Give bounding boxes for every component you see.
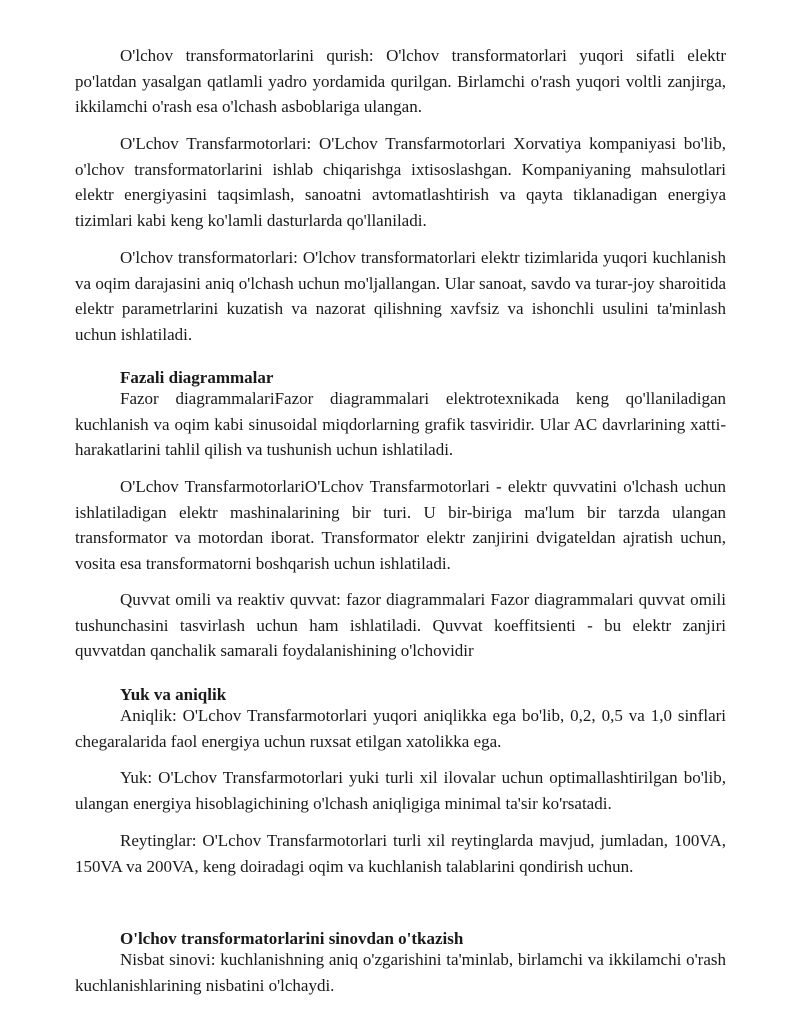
heading-testing: O'lchov transformatorlarini sinovdan o'tkazish xyxy=(120,929,464,948)
paragraph-phasor-diagrams: Fazor diagrammalariFazor diagrammalari elektrotexnikada keng qo'llaniladigan kuchlanish va oqim kabi sinusoidal miqdorlarning grafik tasviridir. Ular AC davrlarining xatti-harakatlarini tahlil qilish va tushunish uchun ishlatiladi. xyxy=(75,389,726,459)
paragraph-load: Yuk: O'Lchov Transfarmotorlari yuki turli xil ilovalar uchun optimallashtirilgan bo'lib, ulangan energiya hisoblagichining o'lchash aniqligiga minimal ta'sir ko'rsatadi. xyxy=(75,768,726,813)
paragraph-construction: O'lchov transformatorlarini qurish: O'lchov transformatorlari yuqori sifatli elektr po'latdan yasalgan qatlamli yadro yordamida qurilgan. Birlamchi o'rash yuqori voltli zanjirga, ikkilamchi o'rash esa o'lchash asboblariga ulangan. xyxy=(75,46,726,116)
paragraph-measurement-transformers: O'lchov transformatorlari: O'lchov transformatorlari elektr tizimlarida yuqori kuchlanish va oqim darajasini aniq o'lchash uchun mo'ljallangan. Ular sanoat, savdo va turar-joy sharoitida elektr parametrlarini kuzatish va nazorat qilishning xavfsiz va ishonchli usulini ta'minlash uchun ishlatiladi. xyxy=(75,248,726,344)
paragraph-power-factor: Quvvat omili va reaktiv quvvat: fazor diagrammalari Fazor diagrammalari quvvat omili tushunchasini tasvirlash uchun ham ishlatiladi. Quvvat koeffitsienti - bu elektr zanjiri quvvatdan qanchalik samarali foydalanishining o'lchovidir xyxy=(75,590,726,660)
paragraph-accuracy: Aniqlik: O'Lchov Transfarmotorlari yuqori aniqlikka ega bo'lib, 0,2, 0,5 va 1,0 sinflari chegaralarida faol energiya uchun ruxsat etilgan xatolikka ega. xyxy=(75,706,726,751)
paragraph-ratings: Reytinglar: O'Lchov Transfarmotorlari turli xil reytinglarda mavjud, jumladan, 100VA, 150VA va 200VA, keng doiradagi oqim va kuchlanish talablarini qondirish uchun. xyxy=(75,831,726,876)
paragraph-ratio-test: Nisbat sinovi: kuchlanishning aniq o'zgarishini ta'minlab, birlamchi va ikkilamchi o'rash kuchlanishlarining nisbatini o'lchaydi. xyxy=(75,950,726,995)
paragraph-company: O'Lchov Transfarmotorlari: O'Lchov Transfarmotorlari Xorvatiya kompaniyasi bo'lib, o'lchov transformatorlarini ishlab chiqarishga ixtisoslashgan. Kompaniyaning mahsulotlari elektr energiyasini taqsimlash, sanoatni avtomatlashtirish va qayta tiklanadigan energiya tizimlari kabi keng ko'lamli dasturlarda qo'llaniladi. xyxy=(75,134,726,230)
heading-phase-diagrams: Fazali diagrammalar xyxy=(120,368,274,387)
heading-load-accuracy: Yuk va aniqlik xyxy=(120,685,227,704)
paragraph-transformer-motor: O'Lchov TransfarmotorlariO'Lchov Transfarmotorlari - elektr quvvatini o'lchash uchun ishlatiladigan elektr mashinalarining bir turi. U bir-biriga ma'lum bir tarzda ulangan transformator va motordan iborat. Transformator elektr zanjirini dvigateldan ajratish uchun, vosita esa transformatorni boshqarish uchun ishlatiladi. xyxy=(75,477,726,573)
